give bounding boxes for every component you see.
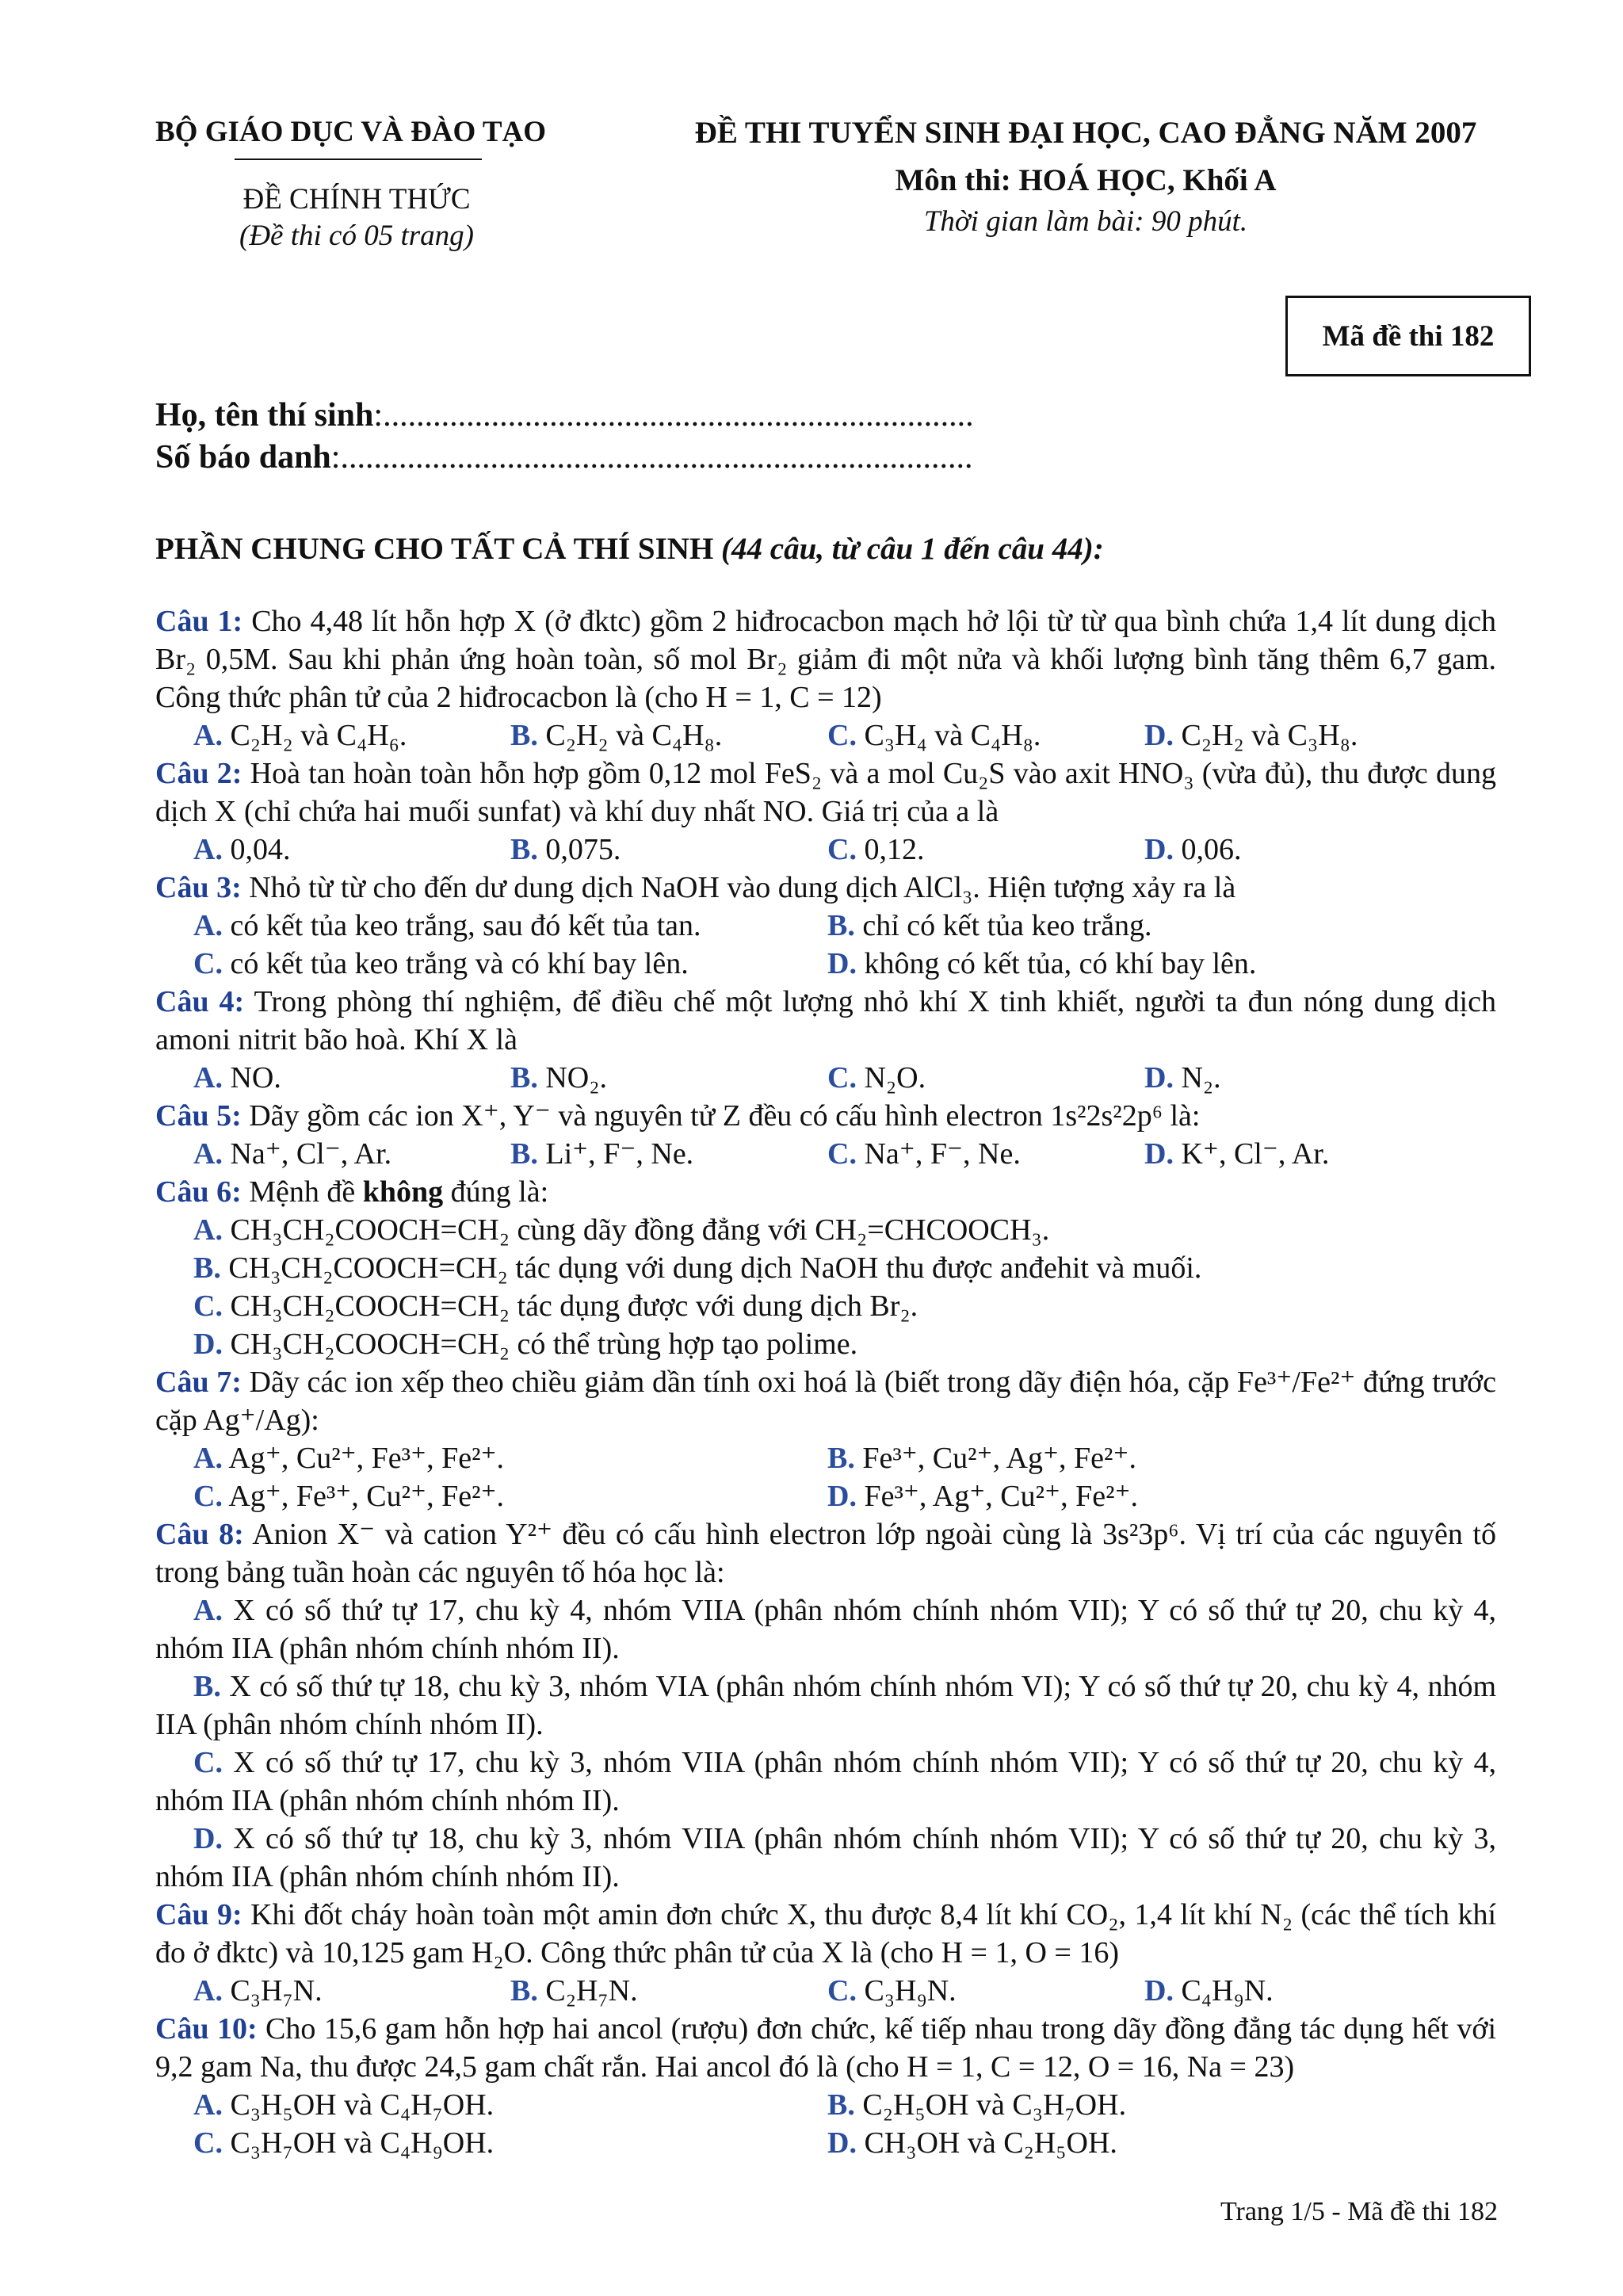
- question-label: Câu 3:: [155, 871, 242, 904]
- option-text: X có số thứ tự 18, chu kỳ 3, nhóm VIA (phân nhóm chính nhóm VI); Y có số thứ tự 20, chu kỳ 4, nhóm IIA (phân nhóm chính nhóm II).: [155, 1670, 1496, 1741]
- question-7: [155, 1363, 1496, 1439]
- option-text: CH₃CH₂COOCH=CH₂ tác dụng được với dung dịch Br₂.: [230, 1289, 918, 1323]
- question-text: Anion X⁻ và cation Y²⁺ đều có cấu hình electron lớp ngoài cùng là 3s²3p⁶. Vị trí của các nguyên tố trong bảng tuần hoàn các nguyên tố hóa học là:: [155, 1518, 1496, 1589]
- question-label: Câu 7:: [155, 1366, 242, 1399]
- option-label: A.: [193, 833, 223, 866]
- question-8: [155, 1515, 1496, 1591]
- question-label: Câu 6:: [155, 1175, 242, 1209]
- option-label: B.: [510, 1974, 538, 2008]
- candidate-id-dots: :............................................................................: [330, 439, 973, 476]
- option-text: chỉ có kết tủa keo trắng.: [862, 909, 1152, 942]
- option-text: CH₃CH₂COOCH=CH₂ tác dụng với dung dịch NaOH thu được anđehit và muối.: [228, 1251, 1202, 1285]
- option-label: A.: [193, 2088, 223, 2122]
- option-label: B.: [510, 1061, 538, 1095]
- exam-subject: Môn thi: HOÁ HỌC, Khối A: [895, 163, 1277, 197]
- option-b: [155, 1668, 1496, 1744]
- option-text: 0,075.: [545, 833, 621, 866]
- option-d: [155, 1325, 857, 1363]
- option-label: D.: [1144, 1137, 1174, 1171]
- options-row: [155, 716, 1496, 755]
- option-label: A.: [193, 719, 223, 752]
- option-label: C.: [827, 833, 857, 866]
- candidate-id-label: Số báo danh: [155, 439, 331, 476]
- option-text: X có số thứ tự 18, chu kỳ 3, nhóm VIIA (phân nhóm chính nhóm VII); Y có số thứ tự 20, chu kỳ 3, nhóm IIA (phân nhóm chính nhóm II).: [155, 1822, 1496, 1893]
- option-label: B.: [827, 2088, 855, 2122]
- option-text: C₂H₅OH và C₃H₇OH.: [862, 2088, 1127, 2122]
- option-a: [155, 907, 789, 945]
- candidate-name-label: Họ, tên thí sinh: [155, 397, 374, 434]
- section-heading: [155, 531, 1104, 567]
- option-label: A.: [193, 909, 223, 942]
- option-label: D.: [1144, 719, 1174, 752]
- option-d: [155, 1820, 1496, 1896]
- candidate-name-dots: :.......................................................................: [373, 397, 974, 434]
- option-d: [1106, 1135, 1423, 1173]
- option-d: [789, 945, 1423, 983]
- options-row: [155, 907, 1496, 945]
- exam-code-box: [1285, 296, 1531, 376]
- question-text: Cho 4,48 lít hỗn hợp X (ở đktc) gồm 2 hiđrocacbon mạch hở lội từ từ qua bình chứa 1,4 lít dung dịch Br₂ 0,5M. Sau khi phản ứng hoàn toàn, số mol Br₂ giảm đi một nửa và khối lượng bình tăng thêm 6,7 gam. Công thức phân tử của 2 hiđrocacbon là (cho H = 1, C = 12): [155, 605, 1497, 714]
- option-text: C₂H₇N.: [545, 1974, 638, 2008]
- option-text: 0,12.: [864, 833, 925, 866]
- option-c: [155, 945, 789, 983]
- option-label: A.: [193, 1442, 223, 1475]
- option-b: [472, 1972, 789, 2010]
- option-a: [155, 716, 472, 755]
- question-text: Nhỏ từ từ cho đến dư dung dịch NaOH vào dung dịch AlCl₃. Hiện tượng xảy ra là: [249, 871, 1236, 904]
- question-label: Câu 1:: [155, 605, 243, 638]
- option-b: [789, 2086, 1423, 2124]
- option-label: D.: [827, 947, 857, 980]
- option-label: C.: [193, 1480, 223, 1513]
- option-label: B.: [193, 1670, 221, 1703]
- section-title: PHẦN CHUNG CHO TẤT CẢ THÍ SINH: [155, 532, 714, 566]
- option-a: [155, 831, 472, 869]
- question-text: Dãy các ion xếp theo chiều giảm dần tính oxi hoá là (biết trong dãy điện hóa, cặp Fe³⁺/Fe²⁺ đứng trước cặp Ag⁺/Ag):: [155, 1366, 1497, 1437]
- option-c: [789, 1059, 1106, 1097]
- option-text: Ag⁺, Fe³⁺, Cu²⁺, Fe²⁺.: [228, 1480, 505, 1513]
- option-label: B.: [510, 833, 538, 866]
- option-label: B.: [827, 909, 855, 942]
- option-label: A.: [193, 1213, 223, 1247]
- option-label: A.: [193, 1594, 223, 1627]
- option-text: C₂H₂ và C₄H₆.: [230, 719, 407, 752]
- option-text: có kết tủa keo trắng, sau đó kết tủa tan.: [230, 909, 701, 942]
- option-text: Na⁺, Cl⁻, Ar.: [230, 1137, 392, 1171]
- option-text: C₂H₂ và C₃H₈.: [1181, 719, 1358, 752]
- option-b: [155, 1249, 1201, 1287]
- question-2: [155, 755, 1496, 831]
- option-text: 0,06.: [1181, 833, 1242, 866]
- option-text: C₂H₂ và C₄H₈.: [545, 719, 723, 752]
- options-row: [155, 1249, 1496, 1287]
- option-text: C₃H₅OH và C₄H₇OH.: [230, 2088, 495, 2122]
- option-text: NO₂.: [545, 1061, 607, 1095]
- option-text: K⁺, Cl⁻, Ar.: [1181, 1137, 1330, 1171]
- question-text: Khi đốt cháy hoàn toàn một amin đơn chức X, thu được 8,4 lít khí CO₂, 1,4 lít khí N₂ (các thể tích khí đo ở đktc) và 10,125 gam H₂O. Công thức phân tử của X là (cho H = 1, O = 16): [155, 1898, 1497, 1969]
- option-text: N₂O.: [864, 1061, 926, 1095]
- option-b: [472, 831, 789, 869]
- option-a: [155, 2086, 789, 2124]
- option-label: D.: [827, 1480, 857, 1513]
- options-row: [155, 2124, 1496, 2162]
- option-c: [155, 1744, 1496, 1820]
- question-text: Dãy gồm các ion X⁺, Y⁻ và nguyên tử Z đều có cấu hình electron 1s²2s²2p⁶ là:: [249, 1099, 1201, 1133]
- option-c: [789, 831, 1106, 869]
- exam-code: Mã đề thi 182: [1322, 319, 1495, 353]
- option-label: B.: [827, 1442, 855, 1475]
- candidate-name-field: [155, 396, 974, 434]
- options-row: [155, 1211, 1496, 1249]
- option-text: Na⁺, F⁻, Ne.: [864, 1137, 1021, 1171]
- option-label: A.: [193, 1137, 223, 1171]
- options-row: [155, 1135, 1496, 1173]
- ministry-underline: [235, 159, 482, 160]
- option-a: [155, 1972, 472, 2010]
- exam-duration: Thời gian làm bài: 90 phút.: [923, 205, 1248, 238]
- option-c: [789, 1135, 1106, 1173]
- option-label: D.: [193, 1328, 223, 1361]
- question-10: [155, 2010, 1496, 2086]
- questions-list: [155, 602, 1496, 2162]
- options-row: [155, 1287, 1496, 1325]
- options-row: [155, 1439, 1496, 1477]
- question-text: Cho 15,6 gam hỗn hợp hai ancol (rượu) đơn chức, kế tiếp nhau trong dãy đồng đẳng tác dụng hết với 9,2 gam Na, thu được 24,5 gam chất rắn. Hai ancol đó là (cho H = 1, C = 12, O = 16, Na = 23): [155, 2012, 1497, 2084]
- option-d: [1106, 831, 1423, 869]
- option-label: B.: [193, 1251, 221, 1285]
- question-text: Hoà tan hoàn toàn hỗn hợp gồm 0,12 mol FeS₂ và a mol Cu₂S vào axit HNO₃ (vừa đủ), thu được dung dịch X (chỉ chứa hai muối sunfat) và khí duy nhất NO. Giá trị của a là: [155, 757, 1497, 828]
- options-row: [155, 1325, 1496, 1363]
- option-label: A.: [193, 1974, 223, 2008]
- question-label: Câu 2:: [155, 757, 242, 790]
- option-d: [789, 2124, 1423, 2162]
- option-a: [155, 1211, 1049, 1249]
- exam-title: ĐỀ THI TUYỂN SINH ĐẠI HỌC, CAO ĐẲNG NĂM 2007: [694, 116, 1477, 150]
- option-label: B.: [510, 719, 538, 752]
- question-3: [155, 869, 1496, 907]
- option-b: [472, 1135, 789, 1173]
- option-text: CH₃OH và C₂H₅OH.: [864, 2126, 1117, 2160]
- option-text: C₃H₇OH và C₄H₉OH.: [230, 2126, 495, 2160]
- option-label: C.: [827, 719, 857, 752]
- options-row: [155, 831, 1496, 869]
- candidate-id-field: [155, 438, 972, 476]
- option-b: [472, 1059, 789, 1097]
- option-c: [155, 2124, 789, 2162]
- page-footer: Trang 1/5 - Mã đề thi 182: [1220, 2197, 1498, 2226]
- option-label: D.: [193, 1822, 223, 1855]
- option-c: [155, 1477, 789, 1515]
- question-6: [155, 1173, 1496, 1211]
- options-row: [155, 945, 1496, 983]
- option-c: [789, 716, 1106, 755]
- option-b: [789, 907, 1423, 945]
- question-label: Câu 8:: [155, 1518, 244, 1551]
- options-row: [155, 1477, 1496, 1515]
- option-text: Li⁺, F⁻, Ne.: [545, 1137, 694, 1171]
- option-d: [1106, 1059, 1423, 1097]
- options-row: [155, 2086, 1496, 2124]
- option-d: [1106, 1972, 1423, 2010]
- question-text: đúng là:: [450, 1175, 549, 1209]
- option-a: [155, 1135, 472, 1173]
- option-text: C₄H₉N.: [1181, 1974, 1274, 2008]
- question-text: Mệnh đề: [249, 1175, 356, 1209]
- option-label: A.: [193, 1061, 223, 1095]
- option-text: Fe³⁺, Ag⁺, Cu²⁺, Fe²⁺.: [864, 1480, 1139, 1513]
- option-a: [155, 1439, 789, 1477]
- option-text: Fe³⁺, Cu²⁺, Ag⁺, Fe²⁺.: [862, 1442, 1136, 1475]
- option-text: CH₃CH₂COOCH=CH₂ cùng dãy đồng đẳng với CH₂=CHCOOCH₃.: [230, 1213, 1050, 1247]
- ministry-name: BỘ GIÁO DỤC VÀ ĐÀO TẠO: [155, 116, 547, 148]
- pages-note: (Đề thi có 05 trang): [239, 220, 474, 252]
- option-label: D.: [1144, 833, 1174, 866]
- question-1: [155, 602, 1496, 716]
- official-label: ĐỀ CHÍNH THỨC: [242, 183, 471, 216]
- option-text: C₃H₉N.: [864, 1974, 957, 2008]
- option-text: X có số thứ tự 17, chu kỳ 4, nhóm VIIA (phân nhóm chính nhóm VII); Y có số thứ tự 20, chu kỳ 4, nhóm IIA (phân nhóm chính nhóm II).: [155, 1594, 1496, 1665]
- option-label: D.: [1144, 1974, 1174, 2008]
- option-d: [789, 1477, 1423, 1515]
- question-label: Câu 9:: [155, 1898, 242, 1931]
- option-label: C.: [193, 1289, 223, 1323]
- option-label: C.: [827, 1061, 857, 1095]
- option-text: NO.: [230, 1061, 281, 1095]
- option-d: [1106, 716, 1423, 755]
- option-a: [155, 1059, 472, 1097]
- options-row: [155, 1972, 1496, 2010]
- question-5: [155, 1097, 1496, 1135]
- question-9: [155, 1896, 1496, 1972]
- option-label: B.: [510, 1137, 538, 1171]
- option-text: X có số thứ tự 17, chu kỳ 3, nhóm VIIA (phân nhóm chính nhóm VII); Y có số thứ tự 20, chu kỳ 4, nhóm IIA (phân nhóm chính nhóm II).: [155, 1746, 1496, 1817]
- question-label: Câu 10:: [155, 2012, 258, 2046]
- option-c: [155, 1287, 918, 1325]
- option-label: C.: [193, 2126, 223, 2160]
- option-text: 0,04.: [230, 833, 291, 866]
- option-text: CH₃CH₂COOCH=CH₂ có thể trùng hợp tạo polime.: [230, 1328, 858, 1361]
- option-label: C.: [827, 1137, 857, 1171]
- question-4: [155, 983, 1496, 1059]
- option-a: [155, 1591, 1496, 1668]
- option-text: Ag⁺, Cu²⁺, Fe³⁺, Fe²⁺.: [228, 1442, 505, 1475]
- option-b: [789, 1439, 1423, 1477]
- option-text: không có kết tủa, có khí bay lên.: [864, 947, 1257, 980]
- question-text: Trong phòng thí nghiệm, để điều chế một lượng nhỏ khí X tinh khiết, người ta đun nóng dung dịch amoni nitrit bão hoà. Khí X là: [155, 985, 1496, 1056]
- option-label: D.: [1144, 1061, 1174, 1095]
- question-label: Câu 4:: [155, 985, 245, 1018]
- section-subtitle: (44 câu, từ câu 1 đến câu 44):: [721, 532, 1104, 566]
- option-c: [789, 1972, 1106, 2010]
- option-text: C₃H₄ và C₄H₈.: [864, 719, 1041, 752]
- option-text: C₃H₇N.: [230, 1974, 323, 2008]
- option-label: C.: [827, 1974, 857, 2008]
- question-emphasis: không: [362, 1175, 444, 1209]
- option-text: N₂.: [1181, 1061, 1221, 1095]
- option-text: có kết tủa keo trắng và có khí bay lên.: [230, 947, 689, 980]
- options-row: [155, 1059, 1496, 1097]
- question-label: Câu 5:: [155, 1099, 242, 1133]
- option-label: C.: [193, 947, 223, 980]
- option-b: [472, 716, 789, 755]
- option-label: D.: [827, 2126, 857, 2160]
- option-label: C.: [193, 1746, 223, 1779]
